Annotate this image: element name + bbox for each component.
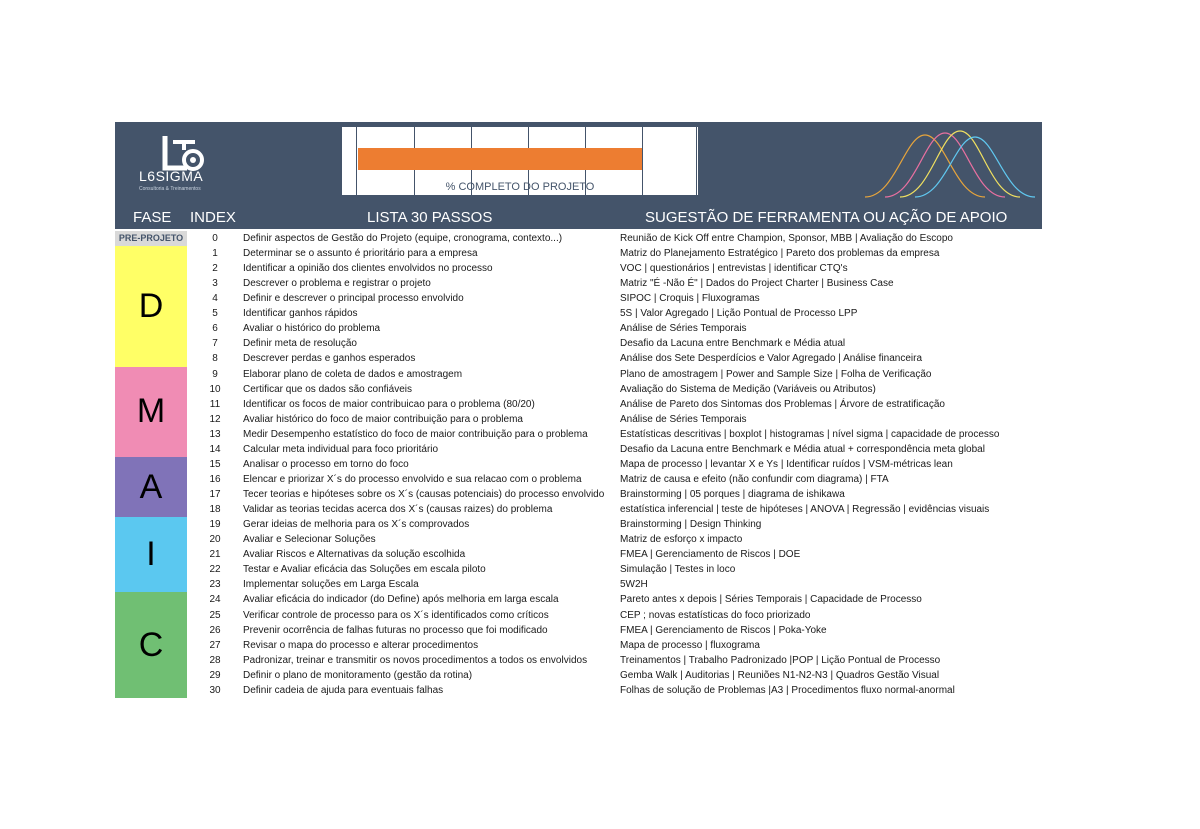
progress-caption: % COMPLETO DO PROJETO [445, 181, 595, 193]
row-step: Calcular meta individual para foco prioritário [243, 443, 439, 455]
row-index: 6 [212, 323, 218, 335]
row-index: 3 [212, 278, 218, 290]
table-row [115, 653, 1042, 668]
row-index: 9 [212, 368, 218, 380]
row-index: 22 [209, 564, 221, 576]
row-tool: Desafio da Lacuna entre Benchmark e Média atual + correspondência meta global [620, 443, 985, 455]
row-step: Revisar o mapa do processo e alterar procedimentos [243, 639, 479, 651]
table-row [115, 336, 1042, 351]
row-tool: FMEA | Gerenciamento de Riscos | DOE [620, 549, 801, 561]
row-tool: Folhas de solução de Problemas |A3 | Procedimentos fluxo normal-anormal [620, 684, 955, 696]
row-index: 11 [209, 398, 221, 410]
row-tool: Treinamentos | Trabalho Padronizado |POP | Lição Pontual de Processo [620, 654, 941, 666]
row-index: 19 [209, 519, 221, 531]
table-row [115, 351, 1042, 366]
table-row [115, 261, 1042, 276]
table-row [115, 321, 1042, 336]
row-index: 27 [209, 639, 221, 651]
row-index: 30 [209, 684, 221, 696]
table-row [115, 412, 1042, 427]
table-row [115, 487, 1042, 502]
table-row [115, 291, 1042, 306]
phase-c: C [115, 592, 187, 697]
table-row [115, 457, 1042, 472]
row-tool: Matriz de causa e efeito (não confundir com diagrama) | FTA [620, 473, 889, 485]
row-tool: Matriz de esforço x impacto [620, 534, 743, 546]
table-row [115, 367, 1042, 382]
row-index: 13 [209, 428, 221, 440]
table-row [115, 276, 1042, 291]
row-tool: Análise dos Sete Desperdícios e Valor Agregado | Análise financeira [620, 353, 923, 365]
row-index: 17 [209, 489, 221, 501]
row-tool: Análise de Séries Temporais [620, 413, 747, 425]
logo-text: L6SIGMA [139, 168, 204, 184]
table-row [115, 427, 1042, 442]
header-tools: SUGESTÃO DE FERRAMENTA OU AÇÃO DE APOIO [645, 209, 1008, 226]
row-step: Avaliar eficácia do indicador (do Define) após melhoria em larga escala [243, 594, 559, 606]
row-tool: Simulação | Testes in loco [620, 564, 736, 576]
row-index: 28 [209, 654, 221, 666]
row-index: 4 [212, 293, 218, 305]
row-step: Elaborar plano de coleta de dados e amostragem [243, 368, 463, 380]
row-index: 25 [209, 609, 221, 621]
row-index: 14 [209, 443, 221, 455]
row-index: 7 [212, 338, 218, 350]
row-step: Verificar controle de processo para os X´s identificados como críticos [243, 609, 549, 621]
bell-curves-icon [865, 127, 1035, 199]
phase-m: M [115, 367, 187, 457]
row-tool: Plano de amostragem | Power and Sample Size | Folha de Verificação [620, 368, 932, 380]
row-step: Testar e Avaliar eficácia das Soluções em escala piloto [243, 564, 486, 576]
row-step: Gerar ideias de melhoria para os X´s comprovados [243, 519, 470, 531]
row-step: Definir meta de resolução [243, 338, 357, 350]
table-row [115, 246, 1042, 261]
row-tool: SIPOC | Croquis | Fluxogramas [620, 293, 760, 305]
row-tool: VOC | questionários | entrevistas | identificar CTQ's [620, 263, 848, 275]
row-step: Identificar a opinião dos clientes envolvidos no processo [243, 263, 493, 275]
row-tool: FMEA | Gerenciamento de Riscos | Poka-Yoke [620, 624, 827, 636]
row-index: 29 [209, 669, 221, 681]
table-row [115, 668, 1042, 683]
row-step: Identificar os focos de maior contribuicao para o problema (80/20) [243, 398, 535, 410]
row-tool: Brainstorming | 05 porques | diagrama de ishikawa [620, 489, 845, 501]
row-step: Descrever o problema e registrar o projeto [243, 278, 431, 290]
table-row [115, 472, 1042, 487]
row-tool: Reunião de Kick Off entre Champion, Sponsor, MBB | Avaliação do Escopo [620, 233, 953, 244]
row-step: Definir e descrever o principal processo envolvido [243, 293, 464, 305]
header-steps: LISTA 30 PASSOS [367, 209, 493, 226]
row-step: Elencar e priorizar X´s do processo envolvido e sua relacao com o problema [243, 473, 582, 485]
table-row [115, 306, 1042, 321]
table-row [115, 608, 1042, 623]
table-row [115, 442, 1042, 457]
row-step: Descrever perdas e ganhos esperados [243, 353, 416, 365]
table-row [115, 623, 1042, 638]
row-index: 2 [212, 263, 218, 275]
logo-subtitle: Consultoria & Treinamentos [139, 186, 201, 192]
table-row [115, 502, 1042, 517]
row-index: 23 [209, 579, 221, 591]
row-step: Definir o plano de monitoramento (gestão da rotina) [243, 669, 473, 681]
row-index: 15 [209, 458, 221, 470]
row-step: Avaliar histórico do foco de maior contribuição para o problema [243, 413, 523, 425]
row-index: 5 [212, 308, 218, 320]
row-step: Certificar que os dados são confiáveis [243, 383, 412, 395]
column-headers [115, 205, 1042, 229]
row-index: 10 [209, 383, 221, 395]
row-index: 18 [209, 504, 221, 516]
header-fase: FASE [133, 209, 172, 226]
progress-bar-track [358, 148, 642, 170]
row-tool: 5S | Valor Agregado | Lição Pontual de Processo LPP [620, 308, 858, 320]
row-index: 8 [212, 353, 218, 365]
row-step: Medir Desempenho estatístico do foco de maior contribuição para o problema [243, 428, 588, 440]
row-step: Validar as teorias tecidas acerca dos X´s (causas raizes) do problema [243, 504, 553, 516]
table-row [115, 562, 1042, 577]
row-tool: Brainstorming | Design Thinking [620, 519, 762, 531]
progress-percent: 100% [647, 152, 678, 166]
table-row [115, 683, 1042, 698]
row-tool: 5W2H [620, 579, 648, 591]
phase-pre-projeto: PRE-PROJETO [115, 231, 187, 246]
row-step: Padronizar, treinar e transmitir os novos procedimentos a todos os envolvidos [243, 654, 588, 666]
table-row [115, 577, 1042, 592]
row-step: Avaliar o histórico do problema [243, 323, 381, 335]
table-row [115, 592, 1042, 607]
progress-panel [342, 127, 698, 195]
row-step: Avaliar e Selecionar Soluções [243, 534, 376, 546]
phase-a: A [115, 457, 187, 517]
row-tool: CEP ; novas estatísticas do foco priorizado [620, 609, 811, 621]
row-step: Definir aspectos de Gestão do Projeto (equipe, cronograma, contexto...) [243, 233, 563, 244]
row-tool: estatística inferencial | teste de hipóteses | ANOVA | Regressão | evidências visuais [620, 504, 990, 516]
row-step: Determinar se o assunto é prioritário para a empresa [243, 248, 478, 260]
row-tool: Gemba Walk | Auditorias | Reuniões N1-N2-N3 | Quadros Gestão Visual [620, 669, 940, 681]
row-tool: Mapa de processo | levantar X e Ys | Identificar ruídos | VSM-métricas lean [620, 458, 953, 470]
row-index: 26 [209, 624, 221, 636]
table-row [115, 397, 1042, 412]
table-row [115, 638, 1042, 653]
header-banner [115, 122, 1042, 205]
row-tool: Pareto antes x depois | Séries Temporais | Capacidade de Processo [620, 594, 922, 606]
row-index: 0 [212, 233, 218, 244]
row-tool: Estatísticas descritivas | boxplot | histogramas | nível sigma | capacidade de processo [620, 428, 1000, 440]
row-step: Analisar o processo em torno do foco [243, 458, 409, 470]
row-tool: Matriz "É -Não É" | Dados do Project Charter | Business Case [620, 278, 894, 290]
table-row [115, 231, 1042, 246]
row-tool: Avaliação do Sistema de Medição (Variáveis ou Atributos) [620, 383, 876, 395]
row-step: Definir cadeia de ajuda para eventuais falhas [243, 684, 444, 696]
table-row [115, 382, 1042, 397]
row-index: 24 [209, 594, 221, 606]
row-tool: Análise de Séries Temporais [620, 323, 747, 335]
row-step: Avaliar Riscos e Alternativas da solução escolhida [243, 549, 466, 561]
phase-d: D [115, 246, 187, 366]
row-tool: Matriz do Planejamento Estratégico | Pareto dos problemas da empresa [620, 248, 940, 260]
table-row [115, 517, 1042, 532]
row-index: 16 [209, 473, 221, 485]
progress-bar-fill [358, 148, 642, 170]
row-tool: Desafio da Lacuna entre Benchmark e Média atual [620, 338, 846, 350]
row-index: 21 [209, 549, 221, 561]
row-step: Implementar soluções em Larga Escala [243, 579, 419, 591]
phase-i: I [115, 517, 187, 592]
row-step: Identificar ganhos rápidos [243, 308, 358, 320]
row-index: 12 [209, 413, 221, 425]
row-tool: Análise de Pareto dos Sintomas dos Problemas | Árvore de estratificação [620, 398, 945, 410]
row-step: Tecer teorias e hipóteses sobre os X´s (causas potenciais) do processo envolvido [243, 489, 605, 501]
row-step: Prevenir ocorrência de falhas futuras no processo que foi modificado [243, 624, 548, 636]
table-row [115, 547, 1042, 562]
row-tool: Mapa de processo | fluxograma [620, 639, 760, 651]
row-index: 1 [212, 248, 218, 260]
table-row [115, 532, 1042, 547]
row-index: 20 [209, 534, 221, 546]
header-index: INDEX [190, 209, 236, 226]
